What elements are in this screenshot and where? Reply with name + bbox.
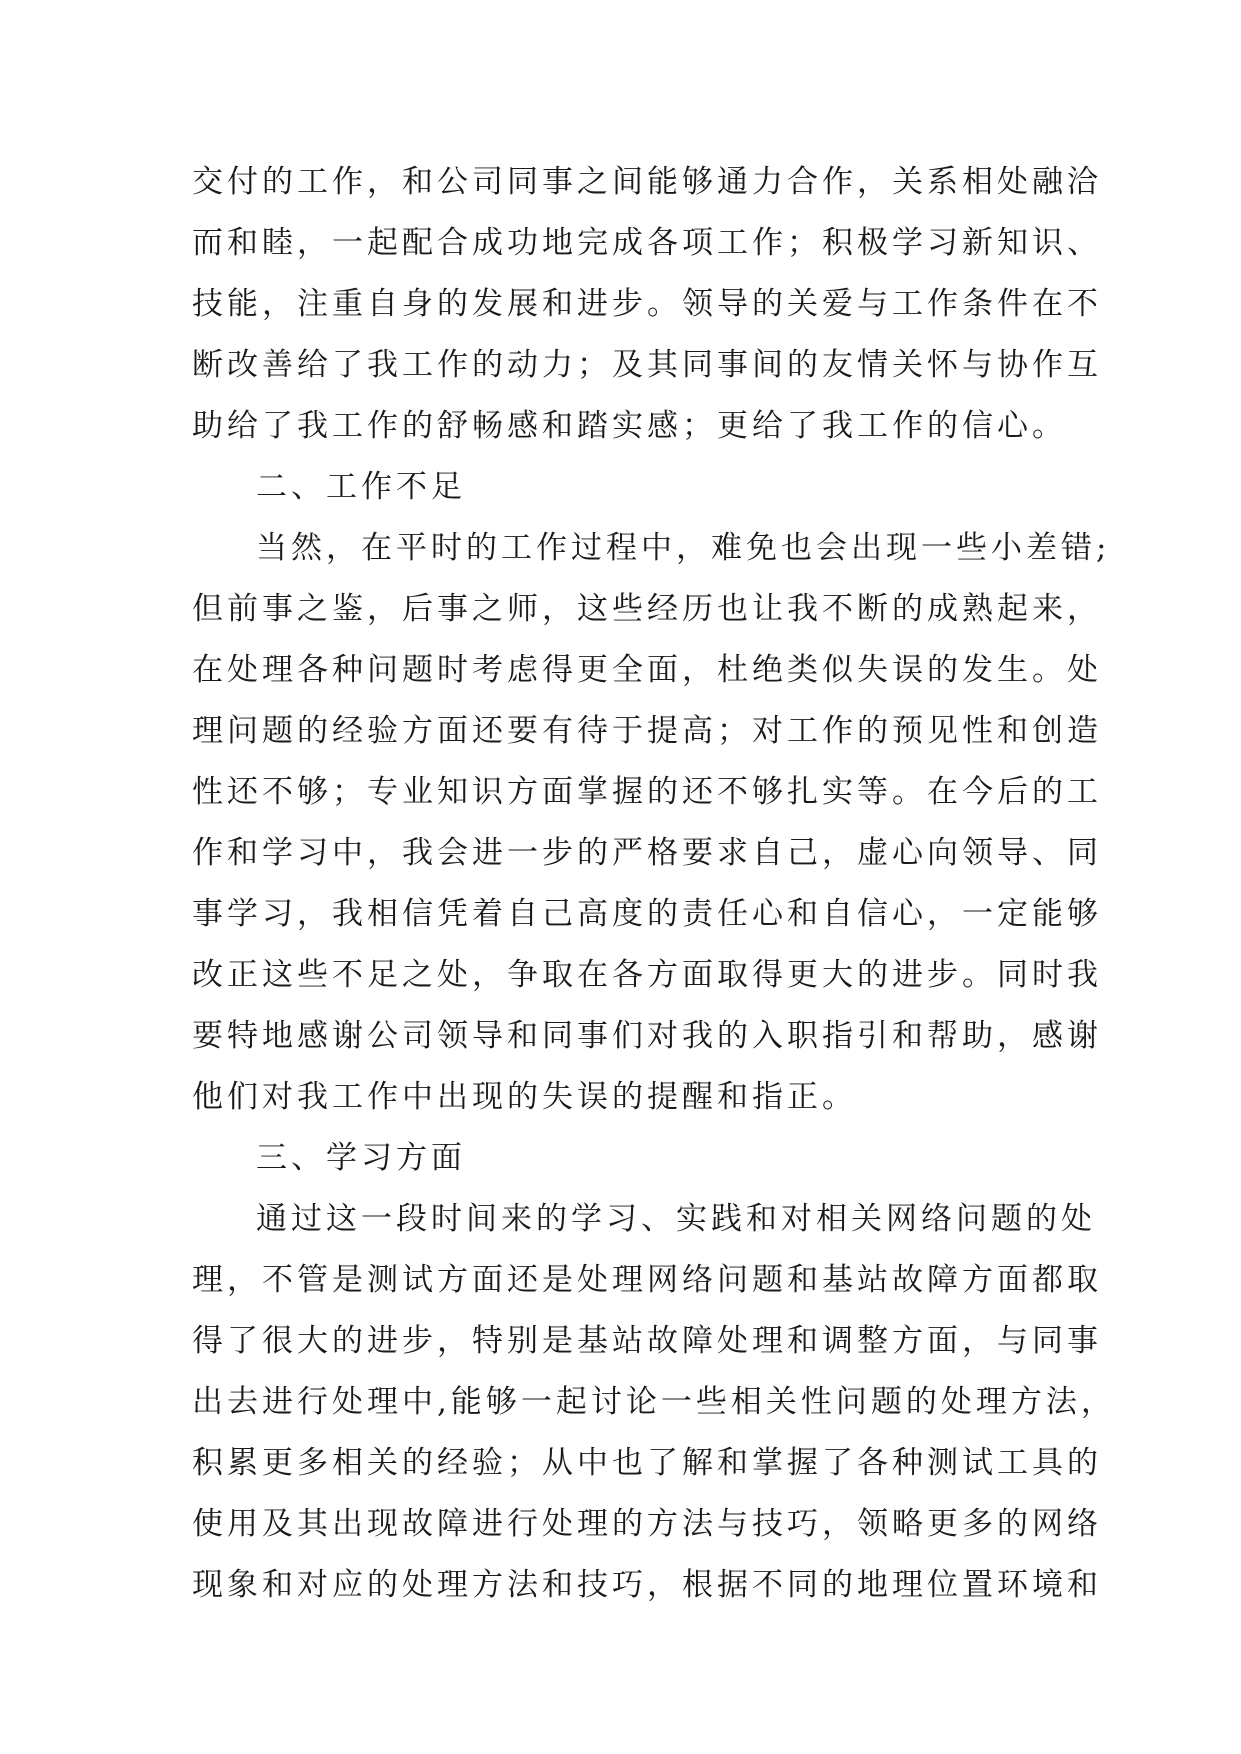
text-line-2: 而和睦，一起配合成功地完成各项工作；积极学习新知识、 [192,225,1102,261]
section-heading-learning: 三、学习方面 [256,1140,466,1176]
text-line-11: 性还不够；专业知识方面掌握的还不够扎实等。在今后的工 [192,774,1102,810]
text-line-5: 助给了我工作的舒畅感和踏实感；更给了我工作的信心。 [192,408,1067,444]
text-line-9: 在处理各种问题时考虑得更全面，杜绝类似失误的发生。处 [192,652,1102,688]
text-line-4: 断改善给了我工作的动力；及其同事间的友情关怀与协作互 [192,347,1102,383]
text-line-20: 得了很大的进步，特别是基站故障处理和调整方面，与同事 [192,1323,1102,1359]
text-line-13: 事学习，我相信凭着自己高度的责任心和自信心，一定能够 [192,896,1102,932]
section-heading-work-shortcomings: 二、工作不足 [256,469,466,505]
text-line-18: 通过这一段时间来的学习、实践和对相关网络问题的处 [256,1201,1096,1237]
text-line-15: 要特地感谢公司领导和同事们对我的入职指引和帮助，感谢 [192,1018,1102,1054]
text-line-16: 他们对我工作中出现的失误的提醒和指正。 [192,1079,857,1115]
text-line-14: 改正这些不足之处，争取在各方面取得更大的进步。同时我 [192,957,1102,993]
document-body [192,152,1116,1616]
text-line-21: 出去进行处理中,能够一起讨论一些相关性问题的处理方法， [192,1384,1116,1420]
text-line-8: 但前事之鉴，后事之师，这些经历也让我不断的成熟起来， [192,591,1102,627]
text-line-3: 技能，注重自身的发展和进步。领导的关爱与工作条件在不 [192,286,1102,322]
text-line-24: 现象和对应的处理方法和技巧，根据不同的地理位置环境和 [192,1567,1102,1603]
text-line-23: 使用及其出现故障进行处理的方法与技巧，领略更多的网络 [192,1506,1102,1542]
text-line-1: 交付的工作，和公司同事之间能够通力合作，关系相处融洽 [192,164,1102,200]
text-line-12: 作和学习中，我会进一步的严格要求自己，虚心向领导、同 [192,835,1102,871]
text-line-22: 积累更多相关的经验；从中也了解和掌握了各种测试工具的 [192,1445,1102,1481]
text-line-7: 当然，在平时的工作过程中，难免也会出现一些小差错; [256,530,1111,566]
text-line-19: 理，不管是测试方面还是处理网络问题和基站故障方面都取 [192,1262,1102,1298]
text-line-10: 理问题的经验方面还要有待于提高；对工作的预见性和创造 [192,713,1102,749]
